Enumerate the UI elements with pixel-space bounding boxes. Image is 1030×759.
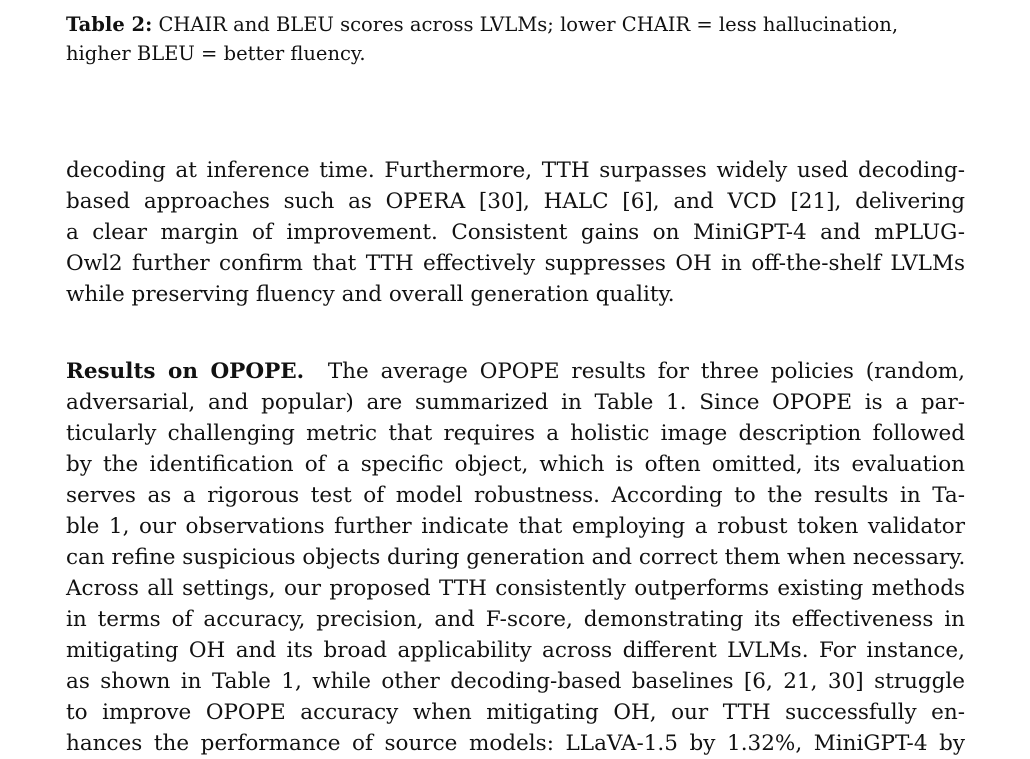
paragraph-line: by the identification of a specific object, which is often omitted, its evaluation [66,452,965,477]
paragraph-line: a clear margin of improvement. Consistent gains on MiniGPT-4 and mPLUG- [66,220,965,245]
paragraph-line-with-heading [66,356,965,387]
paragraph-line: hances the performance of source models: LLaVA-1.5 by 1.32%, MiniGPT-4 by [66,731,965,756]
table-caption [66,10,965,68]
paragraph-line: while preserving fluency and overall generation quality. [66,282,675,307]
paragraph-line: Across all settings, our proposed TTH consistently outperforms existing methods [66,576,965,601]
paragraph-line: serves as a rigorous test of model robustness. According to the results in Ta- [66,483,965,508]
paragraph-line: can refine suspicious objects during generation and correct them when necessary. [66,545,966,570]
paragraph-line: adversarial, and popular) are summarized in Table 1. Since OPOPE is a par- [66,390,965,415]
paragraph-line: based approaches such as OPERA [30], HALC [6], and VCD [21], delivering [66,189,965,214]
paragraph-line: in terms of accuracy, precision, and F-score, demonstrating its effectiveness in [66,607,965,632]
table-caption-text-line-2: higher BLEU = better fluency. [66,42,366,65]
paragraph-line: Owl2 further confirm that TTH effectively suppresses OH in off-the-shelf LVLMs [66,251,965,276]
table-caption-label: Table 2: [66,13,153,36]
paragraph-line: ticularly challenging metric that requires a holistic image description followed [66,421,965,446]
paragraph-line: decoding at inference time. Furthermore, TTH surpasses widely used decoding- [66,158,965,183]
paragraph-line: mitigating OH and its broad applicability across different LVLMs. For instance, [66,638,965,663]
paragraph-line: ble 1, our observations further indicate that employing a robust token validator [66,514,965,539]
body-paragraph-1 [66,155,965,310]
table-caption-text-line-1: CHAIR and BLEU scores across LVLMs; lower CHAIR = less hallucination, [158,13,899,36]
body-paragraph-2 [66,356,965,759]
paragraph-heading: Results on OPOPE. [66,359,305,384]
paragraph-line-text: The average OPOPE results for three policies (random, [327,359,966,384]
paragraph-line: as shown in Table 1, while other decoding-based baselines [6, 21, 30] struggle [66,669,965,694]
paragraph-line: to improve OPOPE accuracy when mitigating OH, our TTH successfully en- [66,700,965,725]
